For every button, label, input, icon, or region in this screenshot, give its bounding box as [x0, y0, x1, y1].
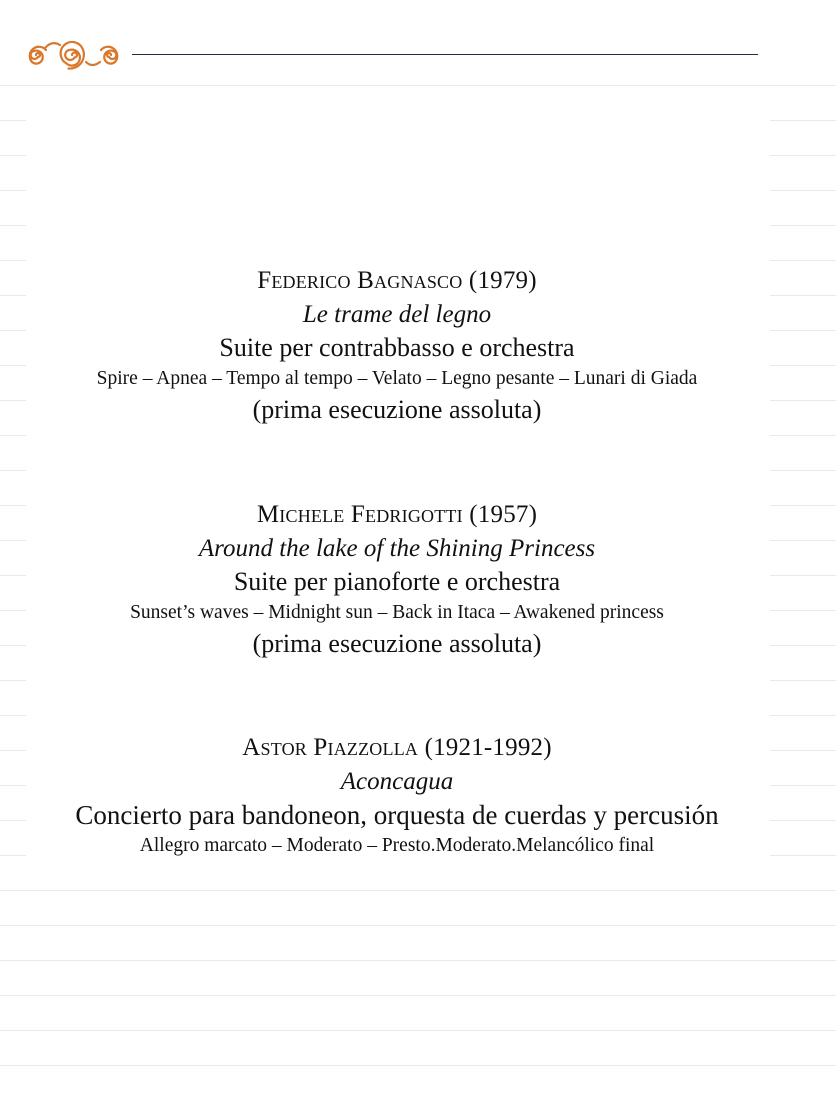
rule-line: [770, 715, 836, 716]
composer-heading: [0, 731, 794, 765]
composer-dates: (1979): [468, 267, 537, 294]
program-entry: [0, 731, 794, 860]
rule-line: [0, 680, 26, 681]
rule-line: [770, 155, 836, 156]
composer-dates: (1957): [469, 501, 538, 528]
rule-line: [770, 260, 836, 261]
movement-list: Allegro marcato – Moderato – Presto.Moderato.Melancólico final: [139, 835, 655, 856]
rule-line: [0, 715, 26, 716]
work-title: Around the lake of the Shining Princess: [198, 535, 596, 562]
rule-line: [0, 925, 836, 926]
rule-line: [0, 120, 26, 121]
work-subtitle: Suite per pianoforte e orchestra: [233, 567, 561, 596]
composer-dates: (1921-1992): [424, 734, 552, 761]
composer-name: Michele Fedrigotti: [256, 501, 463, 528]
rule-line: [0, 225, 26, 226]
rule-line: [0, 1030, 836, 1031]
rule-line: [770, 190, 836, 191]
spiral-ornament-icon: [22, 32, 126, 78]
rule-line: [0, 435, 26, 436]
rule-line: [770, 435, 836, 436]
work-title: Le trame del legno: [302, 301, 492, 328]
rule-line: [770, 120, 836, 121]
rule-line: [770, 470, 836, 471]
premiere-note: (prima esecuzione assoluta): [252, 629, 542, 658]
rule-line: [0, 155, 26, 156]
rule-line: [0, 960, 836, 961]
program-entry: [0, 498, 794, 661]
work-subtitle: Suite per contrabbasso e orchestra: [219, 333, 575, 362]
work-subtitle: Concierto para bandoneon, orquesta de cuerdas y percusión: [75, 800, 719, 830]
composer-name: Astor Piazzolla: [242, 734, 419, 761]
rule-line: [0, 470, 26, 471]
rule-line: [0, 890, 836, 891]
header-rule: [132, 54, 758, 55]
program-entry: [0, 264, 794, 427]
movement-list: Sunset’s waves – Midnight sun – Back in Itaca – Awakened princess: [130, 602, 664, 623]
rule-line: [0, 1065, 836, 1066]
composer-heading: [0, 498, 794, 532]
composer-name: Federico Bagnasco: [257, 267, 463, 294]
work-title: Aconcagua: [340, 768, 454, 795]
composer-heading: [0, 264, 794, 298]
rule-line: [770, 680, 836, 681]
rule-line: [0, 260, 26, 261]
movement-list: Spire – Apnea – Tempo al tempo – Velato – Legno pesante – Lunari di Giada: [96, 368, 698, 389]
rule-line: [0, 995, 836, 996]
rule-line: [0, 190, 26, 191]
rule-line: [770, 225, 836, 226]
rule-line: [0, 85, 836, 86]
premiere-note: (prima esecuzione assoluta): [252, 395, 542, 424]
